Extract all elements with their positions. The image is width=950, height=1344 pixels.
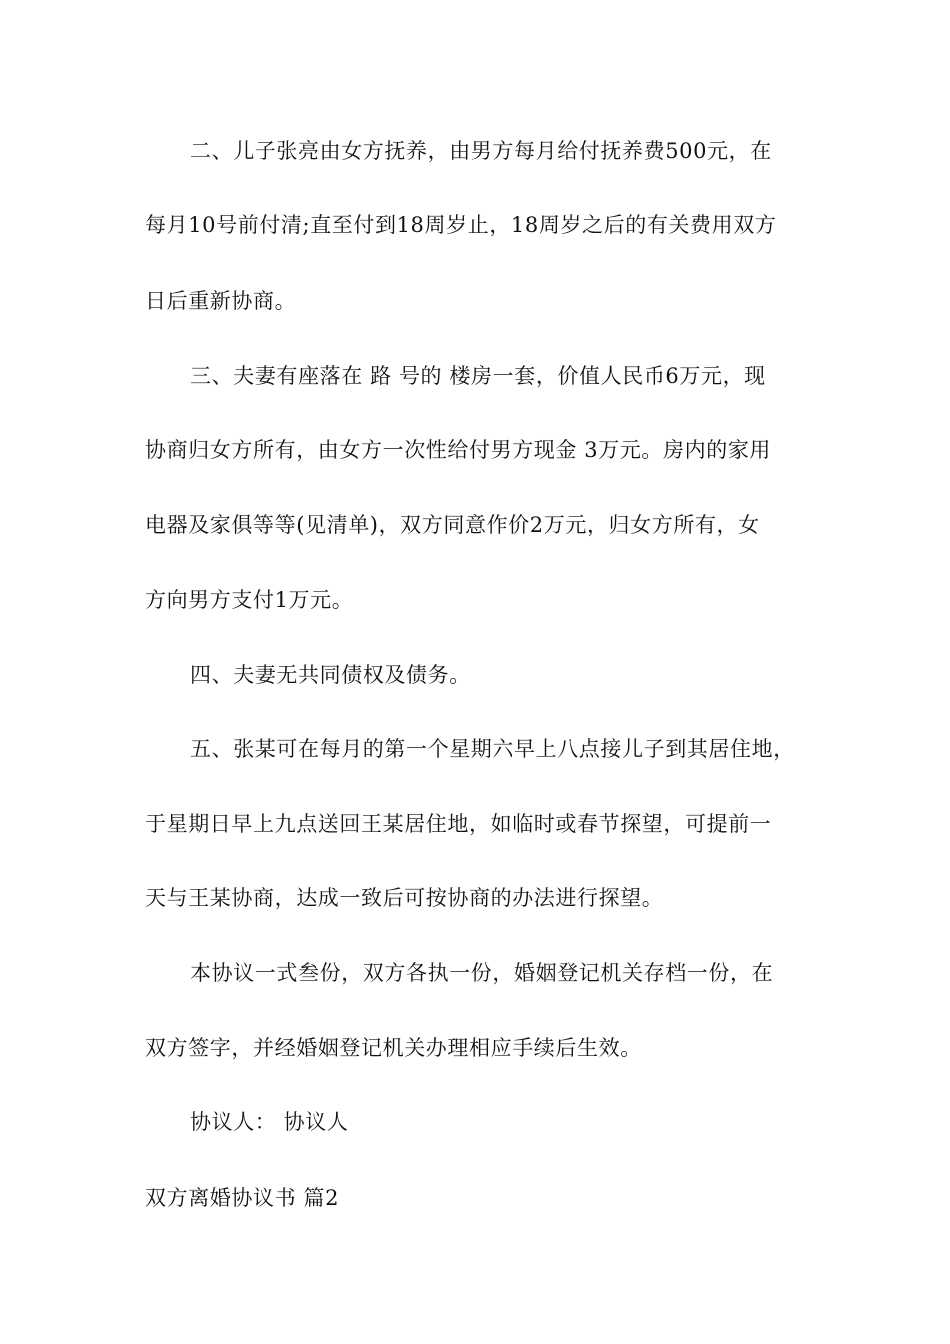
clause-3-line-3: 电器及家俱等等(见清单)，双方同意作价2万元，归女方所有，女 [145, 513, 760, 537]
clause-3-line-4: 方向男方支付1万元。 [145, 588, 354, 612]
clause-3-line-2: 协商归女方所有，由女方一次性给付男方现金 3万元。房内的家用 [145, 438, 772, 462]
clause-2-line-3: 日后重新协商。 [145, 289, 297, 313]
clause-3-line-1: 三、夫妻有座落在 路 号的 楼房一套，价值人民币6万元，现 [190, 364, 766, 388]
clause-2-line-1: 二、儿子张亮由女方抚养，由男方每月给付抚养费500元，在 [190, 139, 772, 163]
clause-4-line-1: 四、夫妻无共同债权及债务。 [190, 663, 471, 687]
signatories-line: 协议人： 协议人 [190, 1110, 349, 1134]
closing-line-1: 本协议一式叁份，双方各执一份，婚姻登记机关存档一份，在 [190, 961, 774, 985]
clause-5-line-3: 天与王某协商，达成一致后可按协商的办法进行探望。 [145, 886, 664, 910]
closing-line-2: 双方签字，并经婚姻登记机关办理相应手续后生效。 [145, 1036, 642, 1060]
clause-2-line-2: 每月10号前付清;直至付到18周岁止，18周岁之后的有关费用双方 [145, 213, 777, 237]
section-heading: 双方离婚协议书 篇2 [145, 1186, 340, 1210]
clause-5-line-2: 于星期日早上九点送回王某居住地，如临时或春节探望，可提前一 [145, 812, 772, 836]
clause-5-line-1: 五、张某可在每月的第一个星期六早上八点接儿子到其居住地， [190, 737, 795, 761]
